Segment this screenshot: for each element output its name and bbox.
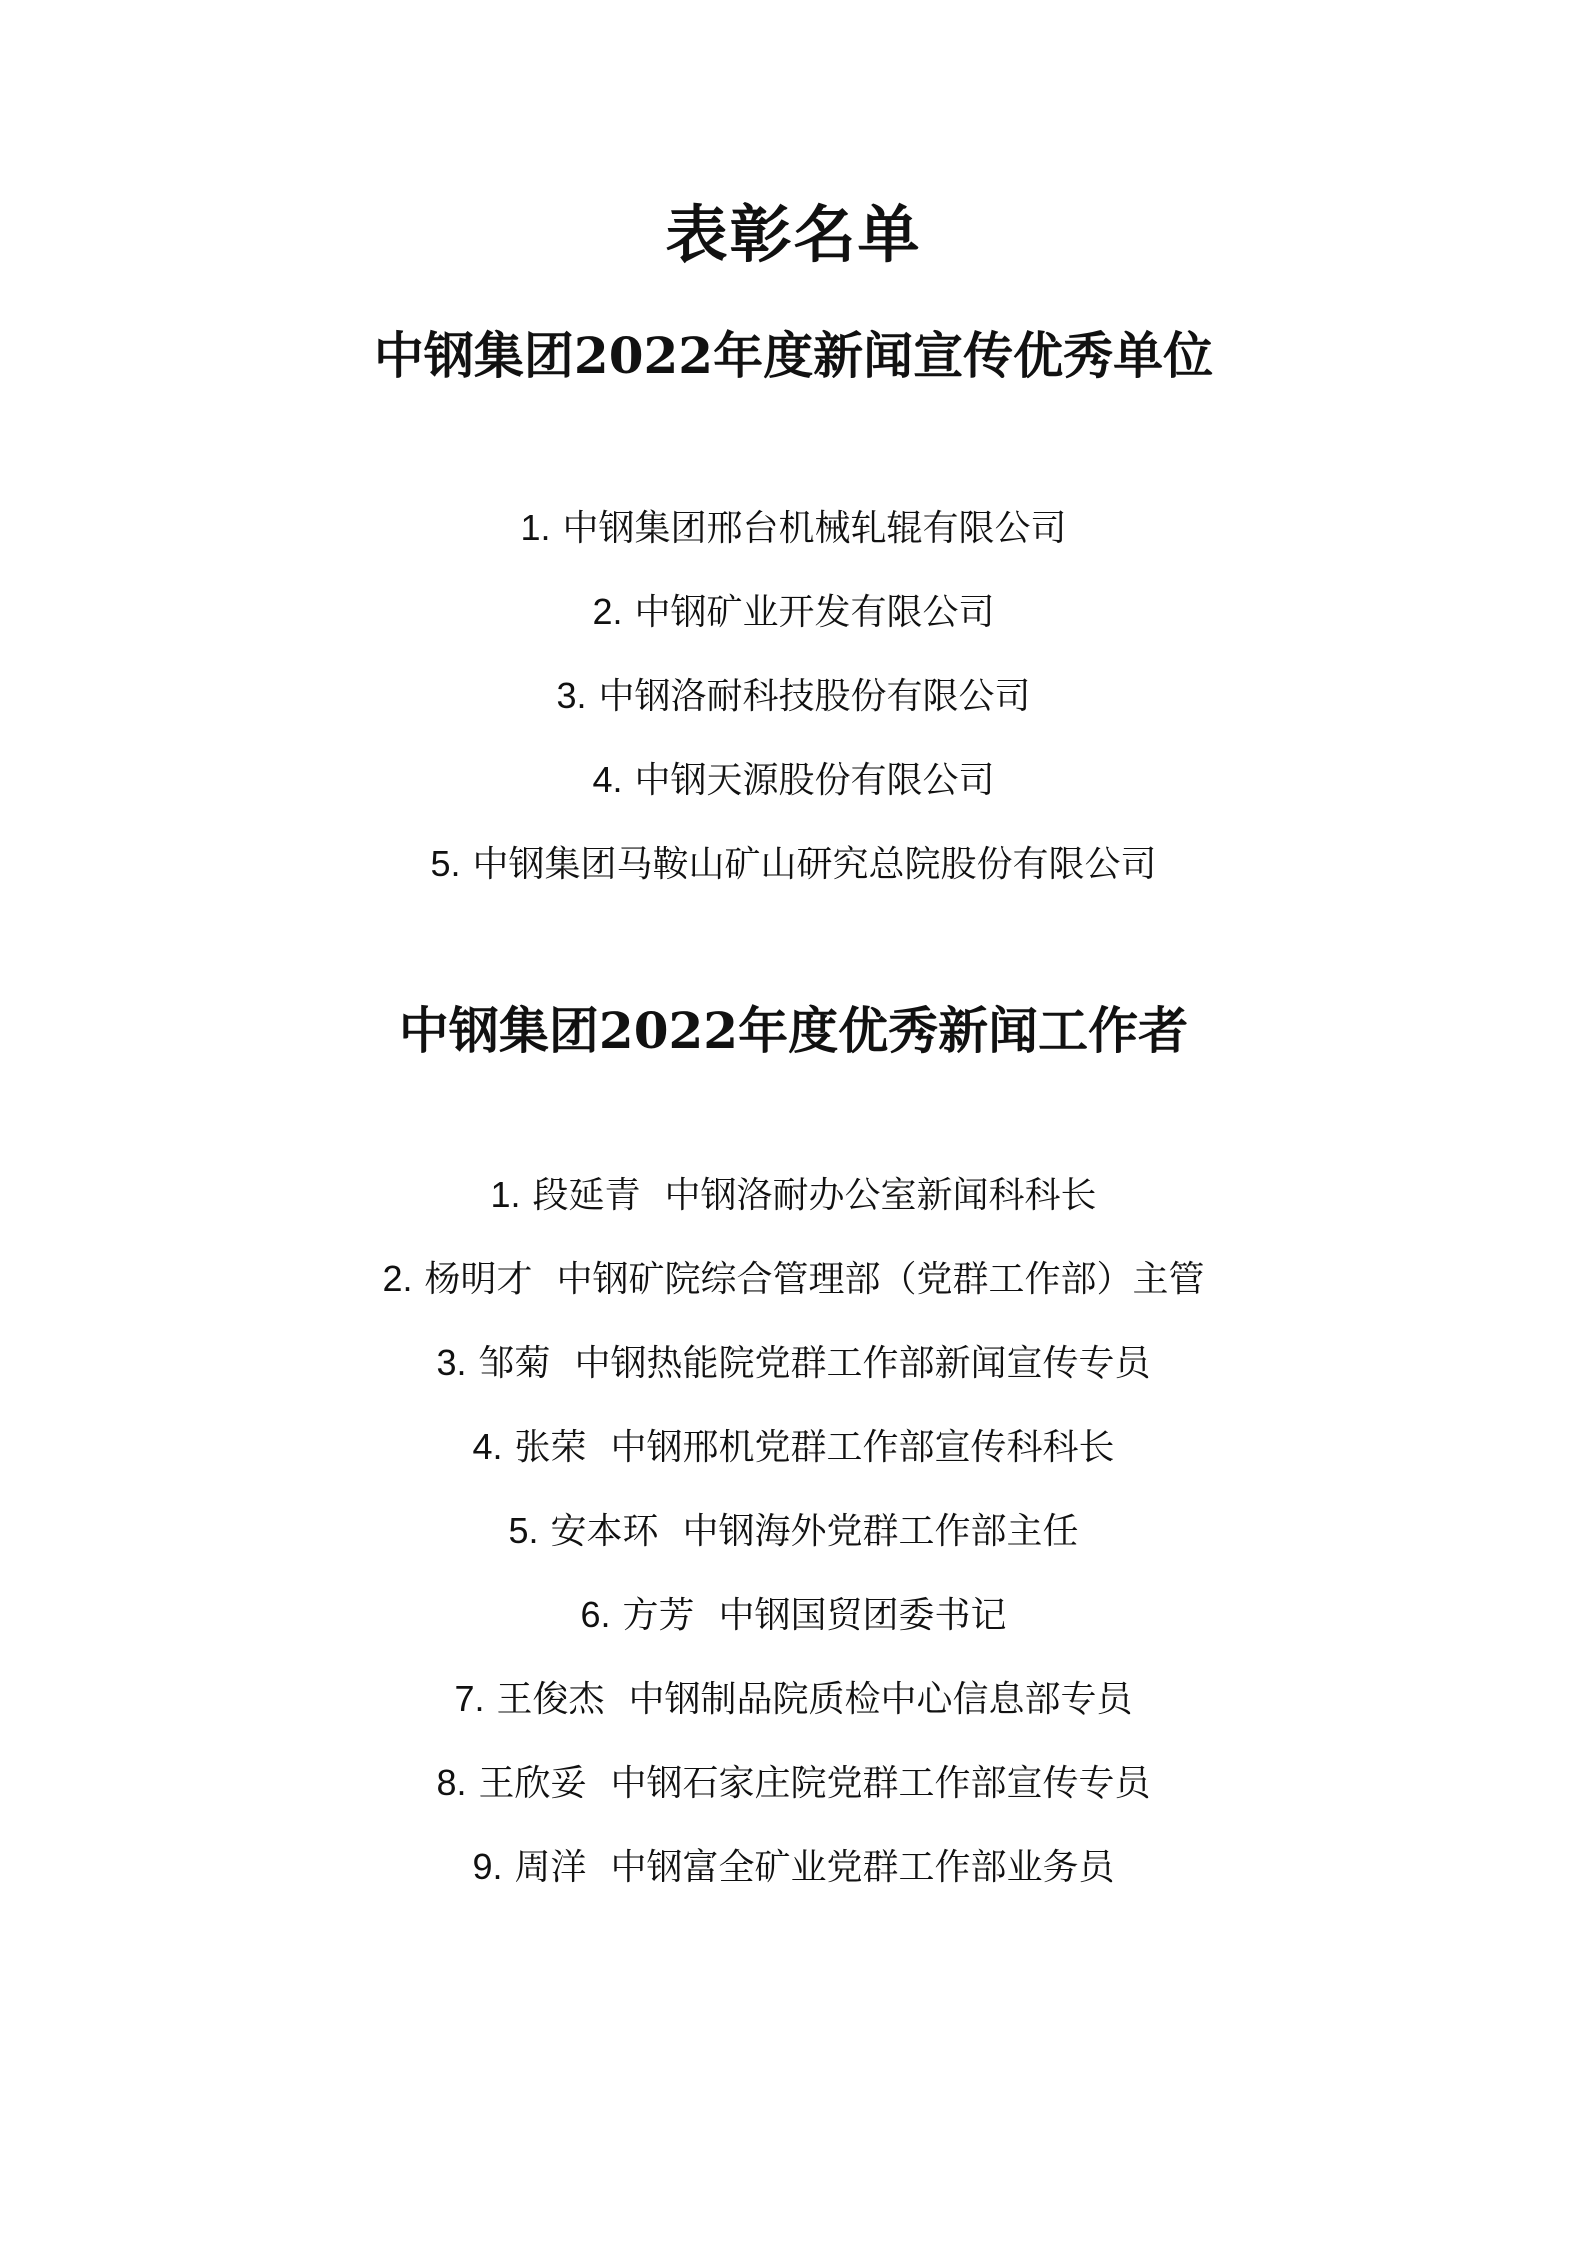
person-title: 中钢富全矿业党群工作部业务员: [610, 1847, 1115, 1888]
section-heading-units: 中钢集团2022年度新闻宣传优秀单位: [373, 326, 1214, 385]
person-title: 中钢石家庄院党群工作部宣传专员: [610, 1763, 1151, 1804]
person-name: 王欣妥: [478, 1763, 587, 1804]
person-title: 中钢矿院综合管理部（党群工作部）主管: [556, 1259, 1205, 1300]
list-item: 3. 中钢洛耐科技股份有限公司: [556, 675, 1031, 717]
person-title: 中钢制品院质检中心信息部专员: [628, 1679, 1133, 1720]
list-item: 6. 方芳 中钢国贸团委书记: [580, 1594, 1007, 1636]
person-title: 中钢国贸团委书记: [718, 1595, 1007, 1636]
person-name: 方芳: [622, 1595, 695, 1636]
list-item: 5. 中钢集团马鞍山矿山研究总院股份有限公司: [430, 843, 1157, 885]
person-title: 中钢洛耐办公室新闻科科长: [664, 1175, 1097, 1216]
list-item: 3. 邹菊 中钢热能院党群工作部新闻宣传专员: [436, 1342, 1151, 1384]
list-item: 1. 中钢集团邢台机械轧辊有限公司: [520, 507, 1067, 549]
person-name: 段延青: [532, 1175, 641, 1216]
list-item: 9. 周洋 中钢富全矿业党群工作部业务员: [472, 1846, 1115, 1888]
person-name: 周洋: [514, 1847, 587, 1888]
person-title: 中钢邢机党群工作部宣传科科长: [610, 1427, 1115, 1468]
list-item: 8. 王欣妥 中钢石家庄院党群工作部宣传专员: [436, 1762, 1151, 1804]
list-item: 4. 张荣 中钢邢机党群工作部宣传科科长: [472, 1426, 1115, 1468]
list-item: 1. 段延青 中钢洛耐办公室新闻科科长: [490, 1174, 1097, 1216]
person-title: 中钢海外党群工作部主任: [682, 1511, 1079, 1552]
person-name: 邹菊: [478, 1343, 551, 1384]
list-item: 7. 王俊杰 中钢制品院质检中心信息部专员: [454, 1678, 1133, 1720]
person-name: 安本环: [550, 1511, 659, 1552]
units-list: [0, 498, 1587, 918]
section-heading-journalists: 中钢集团2022年度优秀新闻工作者: [398, 1001, 1189, 1060]
page-title: 表彰名单: [665, 198, 922, 271]
person-name: 杨明才: [424, 1259, 533, 1300]
list-item: 5. 安本环 中钢海外党群工作部主任: [508, 1510, 1079, 1552]
list-item: 2. 杨明才 中钢矿院综合管理部（党群工作部）主管: [382, 1258, 1205, 1300]
journalists-list: [0, 1165, 1587, 1921]
list-item: 4. 中钢天源股份有限公司: [592, 759, 995, 801]
person-name: 张荣: [514, 1427, 587, 1468]
list-item: 2. 中钢矿业开发有限公司: [592, 591, 995, 633]
person-title: 中钢热能院党群工作部新闻宣传专员: [574, 1343, 1151, 1384]
person-name: 王俊杰: [496, 1679, 605, 1720]
